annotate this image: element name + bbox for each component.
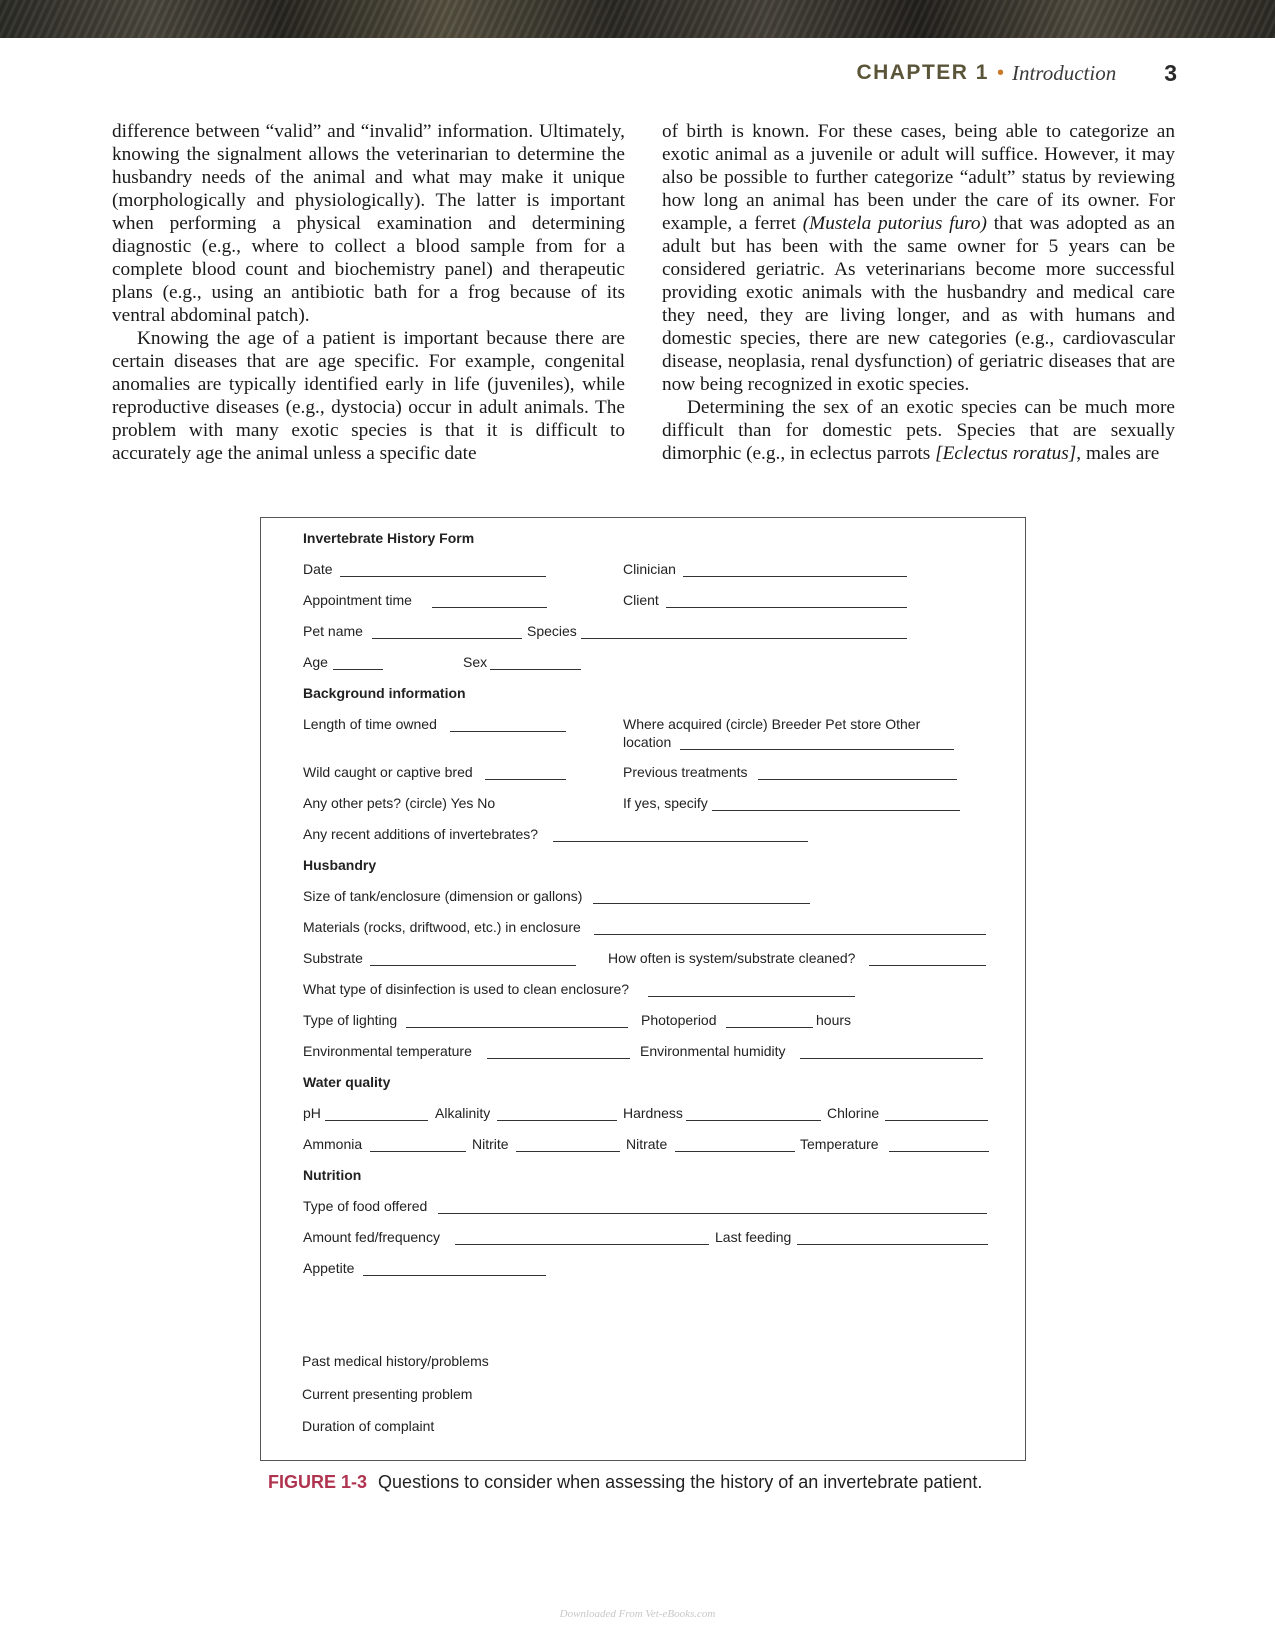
- hardness-label: Hardness: [623, 1105, 683, 1121]
- recent-additions-label: Any recent additions of invertebrates?: [303, 826, 539, 842]
- if-yes-label: If yes, specify: [623, 795, 708, 811]
- sex-field[interactable]: [490, 669, 581, 670]
- tank-size-field[interactable]: [593, 903, 810, 904]
- where-acquired-label: Where acquired (circle) Breeder Pet store Other: [623, 716, 921, 732]
- age-label: Age: [303, 654, 328, 670]
- last-feeding-label: Last feeding: [715, 1229, 792, 1245]
- form-title: Invertebrate History Form: [303, 530, 475, 546]
- species-field[interactable]: [581, 638, 907, 639]
- substrate-label: Substrate: [303, 950, 363, 966]
- env-temp-label: Environmental temperature: [303, 1043, 472, 1059]
- materials-label: Materials (rocks, driftwood, etc.) in enclosure: [303, 919, 581, 935]
- alkalinity-field[interactable]: [497, 1120, 617, 1121]
- ph-label: pH: [303, 1105, 321, 1121]
- appetite-field[interactable]: [363, 1275, 546, 1276]
- pet-name-field[interactable]: [372, 638, 522, 639]
- duration-label: Duration of complaint: [302, 1418, 435, 1434]
- paragraph: of birth is known. For these cases, being able to categorize an exotic animal as a juvenile or adult will suffice. However, it may also be possible to further categorize “adult” status by reviewing how long an animal has been under the care of its owner. For example, a ferret (Mustela putorius furo) that was adopted as an adult but has been with the same owner for 5 years can be considered geriatric. As veterinarians become more successful providing exotic animals with the husbandry and medical care they need, they are living longer, and as with humans and domestic species, there are new categories (e.g., cardiovascular disease, neoplasia, renal dysfunction) of geriatric diseases that are now being recognized in exotic species.: [662, 121, 1175, 395]
- caption-text: Questions to consider when assessing the history of an invertebrate patient.: [378, 1472, 983, 1492]
- materials-field[interactable]: [594, 934, 986, 935]
- husbandry-heading: Husbandry: [303, 857, 377, 873]
- paragraph: Knowing the age of a patient is important because there are certain diseases that are age specific. For example, congenital anomalies are typically identified early in life (juveniles), while reproductive diseases (e.g., dystocia) occur in adult animals. The problem with many exotic species is that it is difficult to accurately age the animal unless a specific date: [112, 328, 625, 464]
- species-label: Species: [527, 623, 577, 639]
- body-column-right: [662, 120, 1175, 465]
- paragraph: difference between “valid” and “invalid” information. Ultimately, knowing the signalment allows the veterinarian to determine the husbandry needs of the animal and what may make it unique (morphologically and physiologically). The latter is important when performing a physical examination and determining diagnostic (e.g., where to collect a blood sample from for a complete blood count and biochemistry panel) and therapeutic plans (e.g., using an antibiotic bath for a frog because of its ventral abdominal patch).: [112, 121, 625, 326]
- location-label: location: [623, 734, 672, 750]
- age-field[interactable]: [333, 669, 383, 670]
- nitrite-field[interactable]: [516, 1151, 620, 1152]
- current-problem-label: Current presenting problem: [302, 1386, 473, 1402]
- lighting-label: Type of lighting: [303, 1012, 398, 1028]
- paragraph: Determining the sex of an exotic species can be much more difficult than for domestic pets. Species that are sexually dimorphic (e.g., in eclectus parrots [Eclectus roratus], males are: [662, 397, 1175, 464]
- wild-caught-field[interactable]: [485, 779, 566, 780]
- if-yes-field[interactable]: [712, 810, 960, 811]
- chapter-label: CHAPTER 1: [856, 61, 989, 84]
- food-type-field[interactable]: [438, 1213, 987, 1214]
- hours-label: hours: [816, 1012, 852, 1028]
- nitrate-label: Nitrate: [626, 1136, 668, 1152]
- env-humidity-field[interactable]: [800, 1058, 983, 1059]
- water-quality-heading: Water quality: [303, 1074, 391, 1090]
- client-field[interactable]: [666, 607, 907, 608]
- photoperiod-label: Photoperiod: [641, 1012, 717, 1028]
- footer-watermark: Downloaded From Vet-eBooks.com: [559, 1608, 716, 1620]
- figure-label: FIGURE 1-3: [268, 1472, 368, 1492]
- disinfection-label: What type of disinfection is used to clean enclosure?: [303, 981, 630, 997]
- chapter-title: Introduction: [1011, 60, 1117, 85]
- header-banner-image: [0, 0, 1275, 38]
- length-owned-field[interactable]: [450, 731, 566, 732]
- species-name: (Mustela putorius furo): [802, 213, 987, 234]
- history-form-figure: [260, 517, 1026, 1461]
- clinician-field[interactable]: [683, 576, 907, 577]
- sex-label: Sex: [463, 654, 488, 670]
- ammonia-field[interactable]: [370, 1151, 466, 1152]
- amount-fed-field[interactable]: [455, 1244, 709, 1245]
- background-heading: Background information: [303, 685, 466, 701]
- date-label: Date: [303, 561, 333, 577]
- client-label: Client: [623, 592, 659, 608]
- alkalinity-label: Alkalinity: [435, 1105, 491, 1121]
- how-often-cleaned-field[interactable]: [869, 965, 986, 966]
- previous-treatments-label: Previous treatments: [623, 764, 748, 780]
- env-humidity-label: Environmental humidity: [640, 1043, 786, 1059]
- nitrate-field[interactable]: [675, 1151, 795, 1152]
- ammonia-label: Ammonia: [303, 1136, 363, 1152]
- nutrition-heading: Nutrition: [303, 1167, 362, 1183]
- clinician-label: Clinician: [623, 561, 676, 577]
- substrate-field[interactable]: [370, 965, 576, 966]
- amount-fed-label: Amount fed/frequency: [303, 1229, 440, 1245]
- figure-caption: [268, 1472, 982, 1493]
- env-temp-field[interactable]: [487, 1058, 630, 1059]
- last-feeding-field[interactable]: [797, 1244, 988, 1245]
- running-head: [856, 58, 1177, 88]
- temperature-label: Temperature: [800, 1136, 879, 1152]
- location-field[interactable]: [680, 749, 954, 750]
- ph-field[interactable]: [325, 1120, 428, 1121]
- other-pets-label: Any other pets? (circle) Yes No: [303, 795, 496, 811]
- appointment-time-label: Appointment time: [303, 592, 412, 608]
- bullet-separator: •: [996, 61, 1004, 84]
- chlorine-label: Chlorine: [827, 1105, 880, 1121]
- wild-caught-label: Wild caught or captive bred: [303, 764, 473, 780]
- temperature-field[interactable]: [889, 1151, 989, 1152]
- length-owned-label: Length of time owned: [303, 716, 437, 732]
- lighting-field[interactable]: [406, 1027, 628, 1028]
- photoperiod-field[interactable]: [726, 1027, 813, 1028]
- appointment-time-field[interactable]: [432, 607, 547, 608]
- how-often-cleaned-label: How often is system/substrate cleaned?: [608, 950, 856, 966]
- past-history-label: Past medical history/problems: [302, 1353, 489, 1369]
- date-field[interactable]: [340, 576, 546, 577]
- tank-size-label: Size of tank/enclosure (dimension or gallons): [303, 888, 583, 904]
- disinfection-field[interactable]: [648, 996, 855, 997]
- appetite-label: Appetite: [303, 1260, 355, 1276]
- chlorine-field[interactable]: [885, 1120, 988, 1121]
- pet-name-label: Pet name: [303, 623, 363, 639]
- page-number: 3: [1164, 59, 1177, 86]
- body-column-left: [112, 120, 625, 465]
- previous-treatments-field[interactable]: [758, 779, 957, 780]
- hardness-field[interactable]: [686, 1120, 821, 1121]
- recent-additions-field[interactable]: [553, 841, 808, 842]
- nitrite-label: Nitrite: [472, 1136, 509, 1152]
- species-name: [Eclectus roratus]: [935, 443, 1077, 464]
- food-type-label: Type of food offered: [303, 1198, 428, 1214]
